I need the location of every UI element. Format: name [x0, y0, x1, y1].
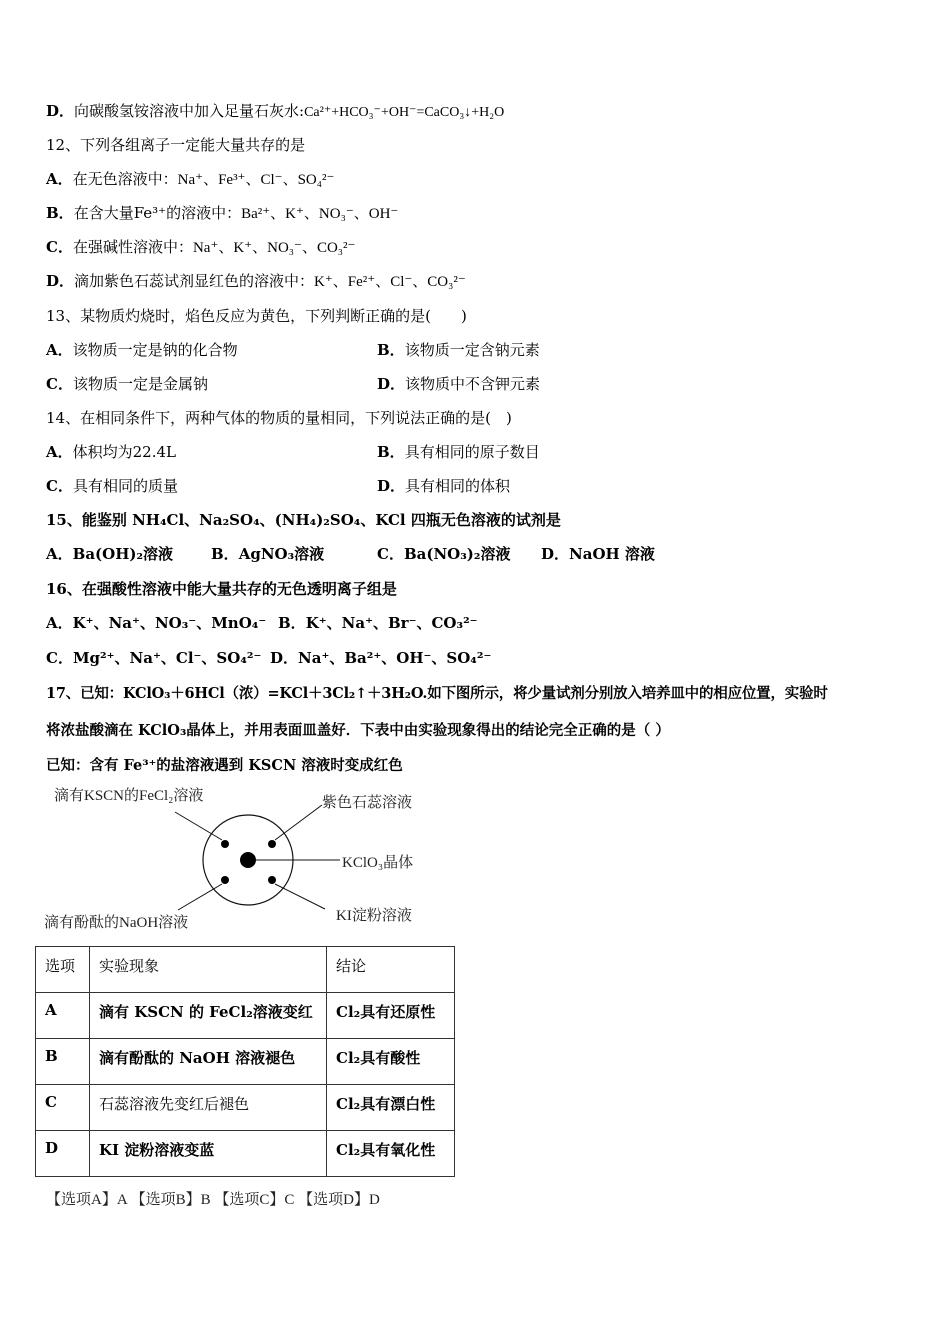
option-text: 该物质一定含钠元素 [404, 341, 540, 359]
table-row [36, 1085, 455, 1131]
row-option: C [36, 1085, 90, 1131]
option-letter: D． [377, 477, 406, 495]
option-text: 该物质一定是钠的化合物 [72, 341, 238, 359]
ion-list: K⁺、Fe²⁺、Cl⁻、CO₃²⁻ [314, 274, 466, 290]
q12-option-c [46, 237, 355, 258]
row-conclusion: Cl₂具有酸性 [327, 1039, 455, 1085]
q13-stem: 13、某物质灼烧时，焰色反应为黄色，下列判断正确的是( ) [46, 307, 467, 325]
label-naoh-phenolphthalein: 滴有酚酞的NaOH溶液 [44, 915, 189, 931]
option-letter: C． [377, 545, 404, 563]
option-letter: C． [46, 238, 73, 256]
header-option: 选项 [36, 947, 90, 993]
option-letter: C． [46, 649, 73, 667]
q12-option-b [46, 203, 398, 224]
q15-option-a [46, 544, 173, 564]
q12-stem: 12、下列各组离子一定能大量共存的是 [46, 136, 306, 154]
option-letter: D． [46, 102, 75, 120]
q13-option-c [46, 374, 208, 394]
ion-list: Ba²⁺、K⁺、NO₃⁻、OH⁻ [241, 206, 399, 222]
q14-option-a [46, 442, 176, 462]
option-letter: B． [278, 614, 306, 632]
q15-option-b [211, 544, 324, 564]
option-letter: A． [46, 341, 73, 359]
petri-dish-diagram [40, 782, 440, 942]
row-option: A [36, 993, 90, 1039]
ion-list: Na⁺、Fe³⁺、Cl⁻、SO₄²⁻ [177, 172, 335, 188]
label-ki-starch: KI淀粉溶液 [336, 908, 412, 924]
option-letter: D． [46, 272, 75, 290]
option-letter: B． [211, 545, 239, 563]
table-row [36, 1039, 455, 1085]
option-text: NaOH 溶液 [569, 545, 655, 563]
header-phenomenon: 实验现象 [90, 947, 327, 993]
option-letter: C． [46, 477, 73, 495]
option-text: Mg²⁺、Na⁺、Cl⁻、SO₄²⁻ [72, 649, 262, 667]
q14-option-b [377, 442, 540, 462]
table-row [36, 993, 455, 1039]
option-letter: A． [46, 545, 73, 563]
header-conclusion: 结论 [327, 947, 455, 993]
q13-option-a [46, 340, 238, 360]
table-row [36, 1131, 455, 1177]
row-conclusion: Cl₂具有还原性 [327, 993, 455, 1039]
q13-option-d [377, 374, 540, 394]
q15-option-d [541, 544, 655, 564]
q16-stem: 16、在强酸性溶液中能大量共存的无色透明离子组是 [46, 580, 397, 598]
option-text: 在无色溶液中： [72, 170, 178, 188]
option-letter: B． [46, 204, 74, 222]
q12-option-d [46, 271, 466, 292]
row-conclusion: Cl₂具有氧化性 [327, 1131, 455, 1177]
table-header-row [36, 947, 455, 993]
option-text: 体积均为22.4L [72, 443, 177, 461]
row-phenomenon: 石蕊溶液先变红后褪色 [90, 1085, 327, 1131]
option-text: 在强碱性溶液中： [72, 238, 193, 256]
row-option: B [36, 1039, 90, 1085]
option-letter: A． [46, 614, 73, 632]
option-text: 向碳酸氢铵溶液中加入足量石灰水: [74, 102, 305, 120]
q13-option-b [377, 340, 540, 360]
results-table [35, 946, 455, 1177]
option-text: 具有相同的原子数目 [404, 443, 540, 461]
option-letter: D． [270, 649, 299, 667]
option-letter: B． [377, 341, 405, 359]
option-letter: A． [46, 170, 73, 188]
q14-option-d [377, 476, 510, 496]
row-phenomenon: 滴有 KSCN 的 FeCl₂溶液变红 [90, 993, 327, 1039]
option-text: 滴加紫色石蕊试剂显红色的溶液中： [74, 272, 315, 290]
option-text: 该物质中不含钾元素 [405, 375, 541, 393]
q16-option-c [46, 648, 261, 668]
option-letter: A． [46, 443, 73, 461]
q16-option-d [270, 648, 491, 668]
option-letter: B． [377, 443, 405, 461]
q14-stem: 14、在相同条件下，两种气体的物质的量相同，下列说法正确的是( ) [46, 409, 512, 427]
label-kscn-fecl2: 滴有KSCN的FeCl₂溶液 [54, 788, 204, 804]
q14-option-c [46, 476, 178, 496]
q15-option-c [377, 544, 510, 564]
label-kclo3: KClO₃晶体 [342, 855, 414, 871]
option-text: AgNO₃溶液 [238, 545, 325, 563]
option-text: K⁺、Na⁺、NO₃⁻、MnO₄⁻ [72, 614, 267, 632]
q17-stem-line2: 将浓盐酸滴在 KClO₃晶体上，并用表面皿盖好．下表中由实验现象得出的结论完全正确的是（ ） [46, 722, 670, 739]
row-conclusion: Cl₂具有漂白性 [327, 1085, 455, 1131]
option-text: Ba(OH)₂溶液 [72, 545, 174, 563]
row-option: D [36, 1131, 90, 1177]
option-text: K⁺、Na⁺、Br⁻、CO₃²⁻ [305, 614, 478, 632]
answer-choices: 【选项A】A 【选项B】B 【选项C】C 【选项D】D [46, 1192, 380, 1208]
row-phenomenon: KI 淀粉溶液变蓝 [90, 1131, 327, 1177]
option-text: 具有相同的体积 [405, 477, 511, 495]
row-phenomenon: 滴有酚酞的 NaOH 溶液褪色 [90, 1039, 327, 1085]
option-letter: D． [541, 545, 570, 563]
option-text: 具有相同的质量 [72, 477, 178, 495]
chemical-equation: Ca²⁺+HCO₃⁻+OH⁻=CaCO₃↓+H₂O [304, 105, 505, 120]
option-letter: C． [46, 375, 73, 393]
q17-note: 已知：含有 Fe³⁺的盐溶液遇到 KSCN 溶液时变成红色 [46, 757, 403, 774]
option-letter: D． [377, 375, 406, 393]
q16-option-a [46, 613, 266, 633]
q17-stem-line1: 17、已知：KClO₃＋6HCl（浓）=KCl＋3Cl₂↑＋3H₂O.如下图所示，将少量试剂分别放入培养皿中的相应位置，实验时 [46, 685, 828, 702]
q15-stem: 15、能鉴别 NH₄Cl、Na₂SO₄、(NH₄)₂SO₄、KCl 四瓶无色溶液的试剂是 [46, 511, 561, 529]
option-text: Ba(NO₃)₂溶液 [403, 545, 511, 563]
option-text: 该物质一定是金属钠 [72, 375, 208, 393]
q11-option-d [46, 101, 504, 123]
q12-option-a [46, 169, 334, 190]
label-litmus: 紫色石蕊溶液 [322, 795, 413, 811]
q16-option-b [278, 613, 478, 633]
ion-list: Na⁺、K⁺、NO₃⁻、CO₃²⁻ [192, 240, 356, 256]
option-text: 在含大量Fe³⁺的溶液中： [73, 204, 242, 222]
option-text: Na⁺、Ba²⁺、OH⁻、SO₄²⁻ [298, 649, 492, 667]
